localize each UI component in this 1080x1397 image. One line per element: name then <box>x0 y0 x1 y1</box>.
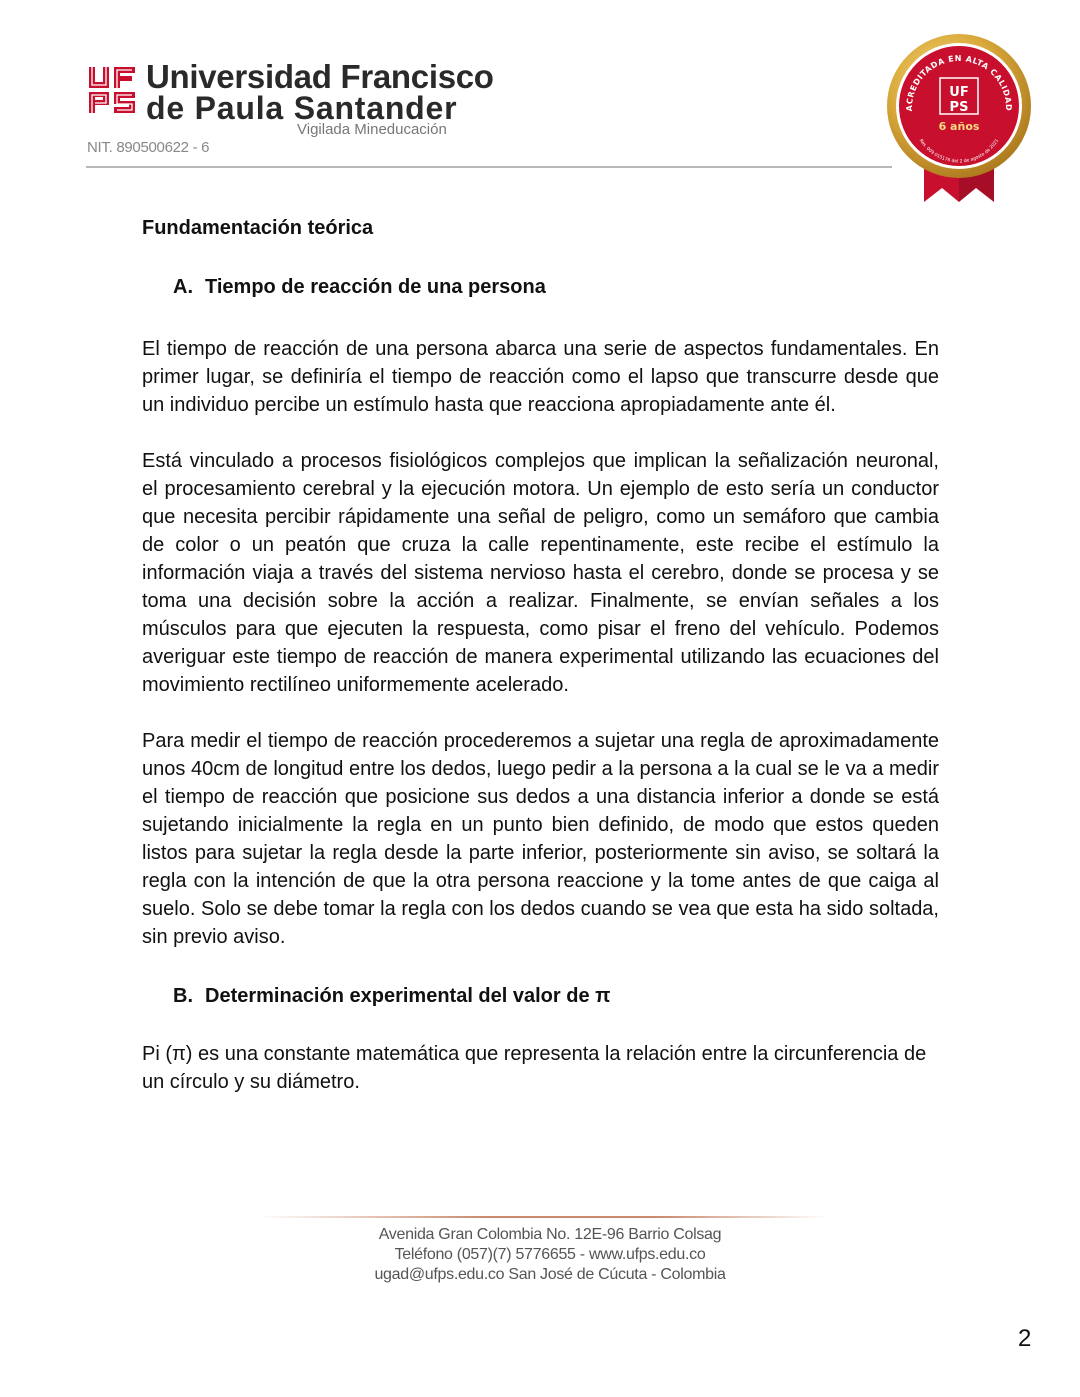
footer-address: Avenida Gran Colombia No. 12E-96 Barrio Colsag <box>378 1226 722 1243</box>
svg-text:UF: UF <box>949 85 969 100</box>
svg-text:Res. 009 015176 del 2 de agost: Res. 009 015176 del 2 de agosto de 2021 <box>917 138 1001 165</box>
university-name-line1: Universidad Francisco <box>146 58 494 95</box>
main-heading: Fundamentación teórica <box>142 217 374 239</box>
section-a-letter: A. <box>173 276 193 298</box>
svg-text:ACREDITADA EN ALTA CALIDAD: ACREDITADA EN ALTA CALIDAD <box>904 53 1014 112</box>
section-b-heading <box>173 985 610 1008</box>
section-b-paragraph-1: Pi (π) es una constante matemática que representa la relación entre la circunferencia de un círculo y su diámetro. <box>142 1043 927 1093</box>
page-number: 2 <box>1018 1325 1032 1352</box>
section-b-title: Determinación experimental del valor de π <box>205 985 611 1007</box>
seal-years-text: 6 años <box>938 120 980 133</box>
section-b-letter: B. <box>173 985 193 1007</box>
footer-contact <box>300 1225 800 1285</box>
footer-phone-web: Teléfono (057)(7) 5776655 - www.ufps.edu.co <box>394 1246 706 1263</box>
university-name-line2: de Paula Santander <box>146 90 458 126</box>
page-header <box>0 0 1080 210</box>
accreditation-seal-icon <box>884 30 1034 210</box>
section-a-paragraph-1: El tiempo de reacción de una persona abarca una serie de aspectos fundamentales. En primer lugar, se definiría el tiempo de reacción como el lapso que transcurre desde que un individuo percibe un estímulo hasta que reacciona apropiadamente ante él. <box>142 338 939 416</box>
footer-email-city: ugad@ufps.edu.co San José de Cúcuta - Colombia <box>374 1266 726 1283</box>
section-a-title: Tiempo de reacción de una persona <box>205 276 546 298</box>
footer-divider <box>258 1216 828 1218</box>
header-divider <box>86 166 892 168</box>
section-a-paragraph-3: Para medir el tiempo de reacción procederemos a sujetar una regla de aproximadamente unos 40cm de longitud entre los dedos, luego pedir a la persona a la cual se le va a medir el tiempo de reacción que posicione sus dedos a una distancia inferior a donde se está sujetando inicialmente la regla en un punto bien definido, de modo que estos queden listos para sujetar la regla desde la parte inferior, posteriormente sin aviso, se soltará la regla con la intención de que la otra persona reaccione y la tome antes de que caiga al suelo. Solo se debe tomar la regla con los dedos cuando se vea que esta ha sido soltada, sin previo aviso. <box>142 730 939 948</box>
svg-text:PS: PS <box>949 100 969 115</box>
vigilada-text: Vigilada Mineducación <box>297 121 447 138</box>
section-a-paragraph-2: Está vinculado a procesos fisiológicos complejos que implican la señalización neuronal, el procesamiento cerebral y la ejecución motora. Un ejemplo de esto sería un conductor que necesita percibir rápidamente una señal de peligro, como un semáforo que cambia de color o un peatón que cruza la calle repentinamente, este recibe el estímulo la información viaja a través del sistema nervioso hasta el cerebro, donde se procesa y se toma una decisión sobre la acción a realizar. Finalmente, se envían señales a los músculos para que ejecuten la respuesta, como pisar el freno del vehículo. Podemos averiguar este tiempo de reacción de manera experimental utilizando las ecuaciones del movimiento rectilíneo uniformemente acelerado. <box>142 450 939 696</box>
ufps-logo-icon <box>86 64 138 116</box>
section-a-heading <box>173 276 546 299</box>
nit-text: NIT. 890500622 - 6 <box>87 139 210 156</box>
